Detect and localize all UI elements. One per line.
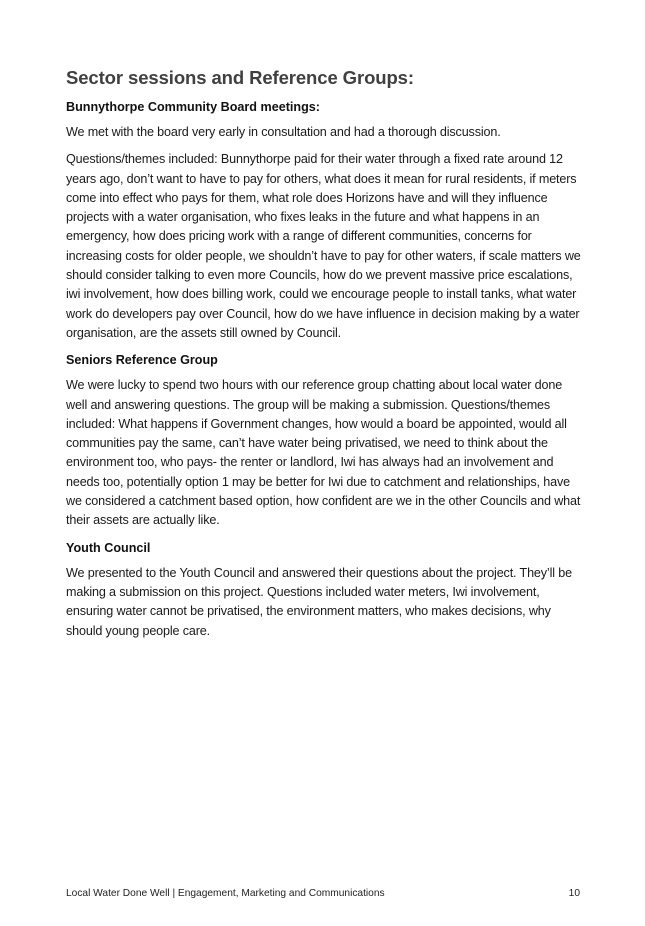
page-number: 10	[568, 888, 580, 899]
paragraph: We met with the board very early in consultation and had a thorough discussion.	[66, 125, 501, 139]
paragraph: Questions/themes included: Bunnythorpe paid for their water through a fixed rate around 12 years ago, don’t want to have to pay for others, what does it mean for rural residents, if meters come into effect who pays for them, what role does Horizons have and will they influence projects with a water organisation, who fixes leaks in the future and what happens in an emergency, how does pricing work with a range of different communities, concerns for increasing costs for older people, we shouldn’t have to pay for other waters, if scale matters we should consider talking to even more Councils, how do we prevent massive price escalations, iwi involvement, how does billing work, could we encourage people to install tanks, what water work do developers pay over Council, how do we have influence in decision making by a water organisation, are the assets still owned by Council.	[66, 152, 581, 340]
page-content	[66, 66, 586, 649]
paragraph: We presented to the Youth Council and answered their questions about the project. They’ll be making a submission on this project. Questions included water meters, Iwi involvement, ensuring water cannot be privatised, the environment matters, who makes decisions, why should young people care.	[66, 565, 572, 638]
section-heading: Bunnythorpe Community Board meetings:	[66, 100, 320, 114]
page-footer	[66, 888, 580, 899]
section-youth-council	[66, 540, 586, 641]
section-bunnythorpe	[66, 99, 586, 343]
section-heading: Youth Council	[66, 540, 151, 555]
footer-text: Local Water Done Well | Engagement, Marketing and Communications	[66, 888, 385, 899]
section-heading: Seniors Reference Group	[66, 353, 218, 368]
section-seniors-reference-group	[66, 352, 586, 530]
paragraph: We were lucky to spend two hours with our reference group chatting about local water done well and answering questions. The group will be making a submission. Questions/themes included: What happens if Government changes, how would a board be appointed, would all communities pay the same, can’t have water being privatised, we need to think about the environment too, who pays- the renter or landlord, Iwi has always had an involvement and needs too, potentially option 1 may be better for Iwi due to catchment and relationships, have we considered a catchment based option, how confident are we in the other Councils and what their assets are actually like.	[66, 378, 581, 528]
section-title: Sector sessions and Reference Groups:	[66, 67, 414, 88]
